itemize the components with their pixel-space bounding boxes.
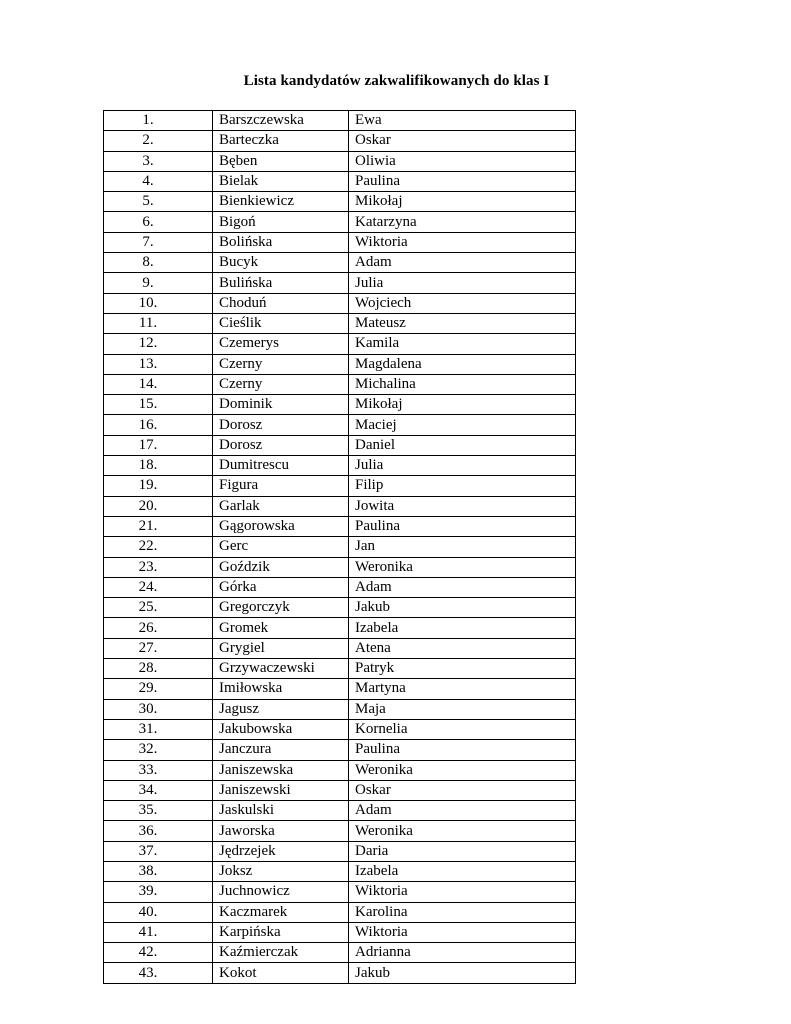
row-number-cell: 21. [104,516,213,536]
first-name-cell: Martyna [349,679,576,699]
surname-cell: Dumitrescu [213,456,349,476]
row-number-cell: 37. [104,841,213,861]
first-name-cell: Paulina [349,740,576,760]
surname-cell: Figura [213,476,349,496]
first-name-cell: Weronika [349,821,576,841]
first-name-cell: Paulina [349,171,576,191]
table-row [104,476,576,496]
table-row [104,902,576,922]
table-row [104,435,576,455]
surname-cell: Bienkiewicz [213,192,349,212]
surname-cell: Karpińska [213,922,349,942]
surname-cell: Goździk [213,557,349,577]
first-name-cell: Jowita [349,496,576,516]
table-row [104,496,576,516]
candidates-table [103,110,576,984]
row-number-cell: 15. [104,395,213,415]
page-title-text: Lista kandydatów zakwalifikowanych do klas I [243,73,550,89]
row-number-cell: 18. [104,456,213,476]
table-row [104,313,576,333]
row-number-cell: 38. [104,861,213,881]
surname-cell: Jędrzejek [213,841,349,861]
table-row [104,922,576,942]
surname-cell: Bucyk [213,253,349,273]
first-name-cell: Oliwia [349,151,576,171]
surname-cell: Bulińska [213,273,349,293]
surname-cell: Bęben [213,151,349,171]
row-number-cell: 31. [104,719,213,739]
first-name-cell: Kornelia [349,719,576,739]
first-name-cell: Maciej [349,415,576,435]
surname-cell: Górka [213,577,349,597]
first-name-cell: Izabela [349,618,576,638]
row-number-cell: 1. [104,111,213,131]
first-name-cell: Mikołaj [349,192,576,212]
first-name-cell: Wiktoria [349,922,576,942]
surname-cell: Bielak [213,171,349,191]
table-row [104,740,576,760]
surname-cell: Gerc [213,537,349,557]
table-row [104,456,576,476]
table-row [104,131,576,151]
table-row [104,780,576,800]
surname-cell: Grzywaczewski [213,659,349,679]
surname-cell: Joksz [213,861,349,881]
surname-cell: Cieślik [213,313,349,333]
surname-cell: Czemerys [213,334,349,354]
first-name-cell: Paulina [349,516,576,536]
first-name-cell: Maja [349,699,576,719]
table-row [104,171,576,191]
row-number-cell: 33. [104,760,213,780]
surname-cell: Gregorczyk [213,598,349,618]
table-row [104,618,576,638]
first-name-cell: Weronika [349,557,576,577]
row-number-cell: 43. [104,963,213,983]
first-name-cell: Mikołaj [349,395,576,415]
first-name-cell: Jakub [349,598,576,618]
row-number-cell: 28. [104,659,213,679]
first-name-cell: Adam [349,577,576,597]
first-name-cell: Mateusz [349,313,576,333]
row-number-cell: 10. [104,293,213,313]
row-number-cell: 26. [104,618,213,638]
surname-cell: Jagusz [213,699,349,719]
table-row [104,273,576,293]
table-row [104,253,576,273]
first-name-cell: Weronika [349,760,576,780]
table-row [104,963,576,983]
table-row [104,374,576,394]
first-name-cell: Karolina [349,902,576,922]
row-number-cell: 27. [104,638,213,658]
row-number-cell: 24. [104,577,213,597]
surname-cell: Janiszewski [213,780,349,800]
surname-cell: Choduń [213,293,349,313]
surname-cell: Imiłowska [213,679,349,699]
first-name-cell: Kamila [349,334,576,354]
table-row [104,334,576,354]
row-number-cell: 41. [104,922,213,942]
table-row [104,638,576,658]
table-row [104,537,576,557]
surname-cell: Kaźmierczak [213,943,349,963]
surname-cell: Barszczewska [213,111,349,131]
table-row [104,801,576,821]
row-number-cell: 6. [104,212,213,232]
surname-cell: Dorosz [213,435,349,455]
row-number-cell: 4. [104,171,213,191]
surname-cell: Dorosz [213,415,349,435]
table-row [104,516,576,536]
first-name-cell: Jakub [349,963,576,983]
table-row [104,679,576,699]
table-row [104,151,576,171]
first-name-cell: Julia [349,456,576,476]
first-name-cell: Oskar [349,131,576,151]
surname-cell: Jakubowska [213,719,349,739]
first-name-cell: Jan [349,537,576,557]
table-row [104,882,576,902]
table-row [104,111,576,131]
row-number-cell: 7. [104,232,213,252]
surname-cell: Grygiel [213,638,349,658]
row-number-cell: 42. [104,943,213,963]
first-name-cell: Katarzyna [349,212,576,232]
first-name-cell: Ewa [349,111,576,131]
surname-cell: Bigoń [213,212,349,232]
row-number-cell: 20. [104,496,213,516]
first-name-cell: Wiktoria [349,232,576,252]
table-row [104,415,576,435]
surname-cell: Gromek [213,618,349,638]
row-number-cell: 22. [104,537,213,557]
surname-cell: Czerny [213,354,349,374]
first-name-cell: Magdalena [349,354,576,374]
table-row [104,659,576,679]
row-number-cell: 12. [104,334,213,354]
row-number-cell: 19. [104,476,213,496]
first-name-cell: Daniel [349,435,576,455]
surname-cell: Kaczmarek [213,902,349,922]
first-name-cell: Atena [349,638,576,658]
row-number-cell: 29. [104,679,213,699]
row-number-cell: 14. [104,374,213,394]
row-number-cell: 9. [104,273,213,293]
row-number-cell: 23. [104,557,213,577]
surname-cell: Czerny [213,374,349,394]
table-row [104,598,576,618]
row-number-cell: 13. [104,354,213,374]
table-row [104,354,576,374]
surname-cell: Garlak [213,496,349,516]
first-name-cell: Michalina [349,374,576,394]
row-number-cell: 8. [104,253,213,273]
table-row [104,719,576,739]
table-row [104,943,576,963]
table-row [104,293,576,313]
first-name-cell: Daria [349,841,576,861]
surname-cell: Jaworska [213,821,349,841]
first-name-cell: Filip [349,476,576,496]
table-row [104,699,576,719]
table-row [104,557,576,577]
table-row [104,577,576,597]
row-number-cell: 40. [104,902,213,922]
first-name-cell: Wiktoria [349,882,576,902]
row-number-cell: 5. [104,192,213,212]
row-number-cell: 34. [104,780,213,800]
first-name-cell: Oskar [349,780,576,800]
row-number-cell: 25. [104,598,213,618]
row-number-cell: 3. [104,151,213,171]
row-number-cell: 17. [104,435,213,455]
surname-cell: Bolińska [213,232,349,252]
table-row [104,760,576,780]
row-number-cell: 16. [104,415,213,435]
surname-cell: Janiszewska [213,760,349,780]
row-number-cell: 30. [104,699,213,719]
row-number-cell: 2. [104,131,213,151]
surname-cell: Jaskulski [213,801,349,821]
table-row [104,841,576,861]
surname-cell: Dominik [213,395,349,415]
row-number-cell: 36. [104,821,213,841]
candidates-table-body [104,111,576,984]
row-number-cell: 39. [104,882,213,902]
first-name-cell: Izabela [349,861,576,881]
row-number-cell: 32. [104,740,213,760]
table-row [104,232,576,252]
surname-cell: Janczura [213,740,349,760]
table-row [104,395,576,415]
table-row [104,861,576,881]
table-row [104,212,576,232]
first-name-cell: Adam [349,253,576,273]
surname-cell: Barteczka [213,131,349,151]
surname-cell: Gągorowska [213,516,349,536]
first-name-cell: Adam [349,801,576,821]
first-name-cell: Patryk [349,659,576,679]
first-name-cell: Julia [349,273,576,293]
row-number-cell: 35. [104,801,213,821]
first-name-cell: Wojciech [349,293,576,313]
surname-cell: Juchnowicz [213,882,349,902]
page-title [0,73,791,90]
row-number-cell: 11. [104,313,213,333]
table-row [104,821,576,841]
first-name-cell: Adrianna [349,943,576,963]
surname-cell: Kokot [213,963,349,983]
table-row [104,192,576,212]
